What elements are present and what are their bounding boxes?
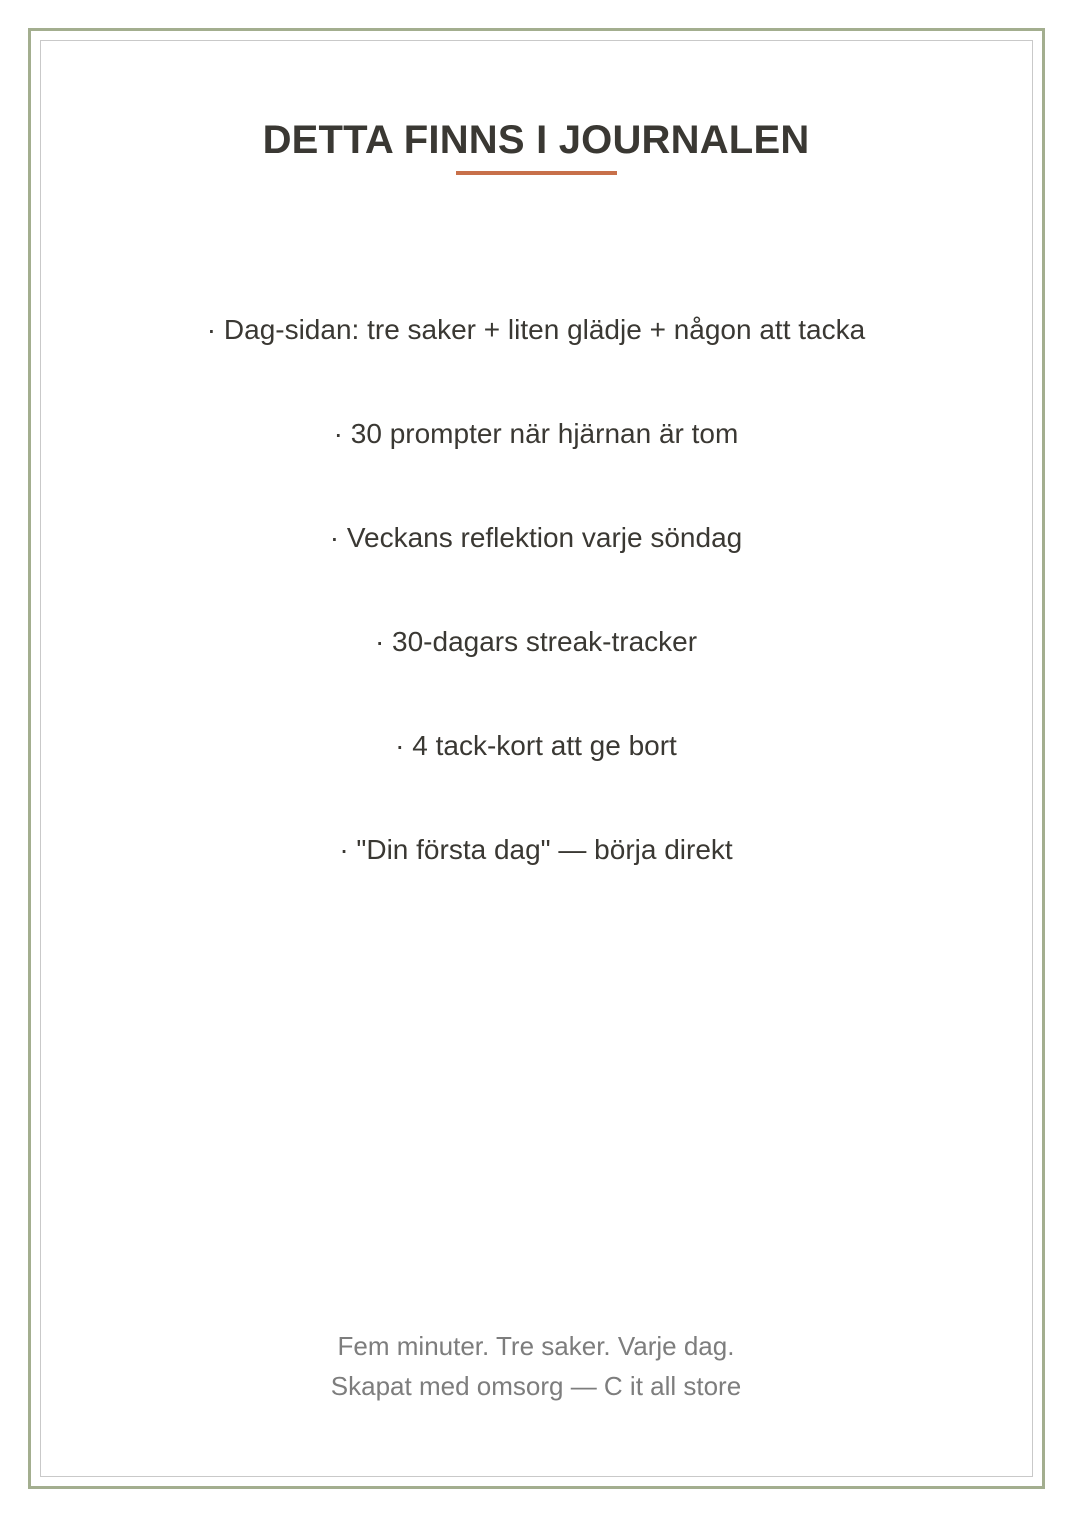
footer-credit: Skapat med omsorg — C it all store — [330, 1371, 742, 1401]
feature-item-prompts: · 30 prompter när hjärnan är tom — [333, 418, 739, 449]
title-underline — [456, 171, 617, 175]
footer — [0, 1326, 1072, 1406]
feature-item-weekly-reflection: · Veckans reflektion varje söndag — [329, 522, 743, 553]
feature-item-thank-you-cards: · 4 tack-kort att ge bort — [395, 730, 677, 761]
footer-tagline: Fem minuter. Tre saker. Varje dag. — [337, 1331, 735, 1361]
feature-item-streak-tracker: · 30-dagars streak-tracker — [374, 626, 698, 657]
feature-item-day-page: · Dag-sidan: tre saker + liten glädje + någon att tacka — [206, 314, 866, 345]
feature-list — [0, 304, 1072, 928]
feature-item-first-day: · "Din första dag" — börja direkt — [339, 834, 733, 865]
page-title: DETTA FINNS I JOURNALEN — [262, 118, 810, 162]
